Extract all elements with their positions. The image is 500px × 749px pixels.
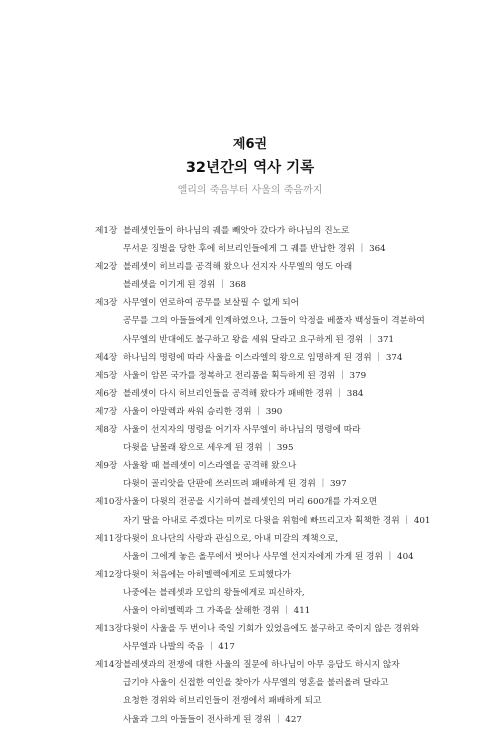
- toc-entry: [0, 349, 500, 367]
- toc-line: [0, 222, 500, 240]
- toc-line: [0, 385, 500, 403]
- page-title: 32년간의 역사 기록: [185, 160, 315, 176]
- chapter-number: 제6장: [95, 388, 118, 399]
- chapter-title-line: 사울이 선지자의 명령을 어기자 사무엘이 하나님의 명령에 따라: [123, 425, 361, 436]
- table-of-contents: [0, 222, 500, 729]
- toc-entry: [0, 530, 500, 566]
- volume-heading: 제6권: [232, 137, 268, 152]
- chapter-number: 제9장: [95, 461, 118, 472]
- chapter-number: 제2장: [95, 262, 118, 273]
- chapter-title-line: 나중에는 블레셋과 모압의 왕들에게로 피신하자,: [123, 587, 305, 598]
- chapter-number: 제1장: [95, 226, 118, 236]
- chapter-number: 제3장: [95, 298, 118, 309]
- toc-entry: [0, 493, 500, 529]
- chapter-title-line: 사무엘이 연로하여 공무를 보살필 수 없게 되어: [123, 298, 300, 309]
- chapter-title-line: 블레셋을 이기게 된 경위 ｜ 368: [123, 280, 246, 291]
- toc-line: [0, 475, 500, 493]
- toc-entry: [0, 656, 500, 728]
- toc-line: [0, 331, 500, 349]
- toc-entry: [0, 222, 500, 258]
- toc-line: [0, 439, 500, 457]
- chapter-number: 제14장: [95, 660, 123, 671]
- toc-entry: [0, 566, 500, 620]
- chapter-title-line: 공무를 그의 아들들에게 인계하였으나, 그들이 악정을 베풀자 백성들이 격분하여: [123, 316, 425, 327]
- chapter-title-line: 무서운 징벌을 당한 후에 히브리인들에게 그 궤를 반납한 경위 ｜ 364: [123, 244, 386, 255]
- chapter-title-line: 다윗이 처음에는 아히멜렉에게로 도피했다가: [123, 569, 291, 580]
- toc-line: [0, 457, 500, 475]
- toc-line: [0, 421, 500, 439]
- toc-line: [0, 638, 500, 656]
- chapter-number: 제10장: [95, 497, 123, 508]
- chapter-title-line: 블레셋과의 전쟁에 대한 사울의 질문에 하나님이 아무 응답도 하시지 않자: [123, 660, 400, 671]
- toc-line: [0, 548, 500, 566]
- chapter-number: 제8장: [95, 425, 118, 436]
- toc-line: [0, 711, 500, 729]
- chapter-title-line: 요청한 경위와 히브리인들이 전쟁에서 패배하게 되고: [123, 696, 322, 707]
- chapter-title-line: 다윗을 남몰래 왕으로 세우게 된 경위 ｜ 395: [123, 443, 294, 454]
- toc-line: [0, 294, 500, 312]
- toc-line: [0, 312, 500, 330]
- toc-entry: [0, 421, 500, 457]
- chapter-number: 제4장: [95, 352, 118, 363]
- toc-entry: [0, 294, 500, 348]
- chapter-title-line: 다윗이 사울을 두 번이나 죽일 기회가 있었음에도 불구하고 죽이지 않은 경위와: [123, 624, 420, 635]
- chapter-title-line: 자기 딸을 아내로 주겠다는 미끼로 다윗을 위험에 빠뜨리고자 획책한 경위 ｜ 401: [123, 515, 431, 526]
- chapter-title-line: 블레셋이 다시 히브리인들을 공격해 왔다가 패배한 경위 ｜ 384: [123, 388, 364, 399]
- toc-line: [0, 656, 500, 674]
- toc-line: [0, 367, 500, 385]
- toc-line: [0, 602, 500, 620]
- toc-line: [0, 276, 500, 294]
- chapter-title-line: 사무엘의 반대에도 불구하고 왕을 세워 달라고 요구하게 된 경위 ｜ 371: [123, 334, 395, 345]
- page-subtitle: 엘리의 죽음부터 사울의 죽음까지: [177, 185, 323, 196]
- toc-line: [0, 530, 500, 548]
- chapter-number: 제12장: [95, 569, 123, 580]
- chapter-title-line: 사울이 암몬 국가를 정복하고 전리품을 획득하게 된 경위 ｜ 379: [123, 370, 367, 381]
- chapter-title-line: 다윗이 요나단의 사랑과 관심으로, 아내 미갈의 계책으로,: [123, 533, 339, 544]
- toc-line: [0, 258, 500, 276]
- toc-line: [0, 512, 500, 530]
- toc-line: [0, 620, 500, 638]
- toc-entry: [0, 367, 500, 385]
- chapter-number: 제13장: [95, 624, 123, 635]
- chapter-title-line: 사울이 아말렉과 싸워 승리한 경위 ｜ 390: [123, 406, 283, 417]
- chapter-title-line: 블레셋인들이 하나님의 궤를 빼앗아 갔다가 하나님의 진노로: [123, 226, 350, 236]
- chapter-title-line: 하나님의 명령에 따라 사울을 이스라엘의 왕으로 임명하게 된 경위 ｜ 374: [123, 352, 403, 363]
- toc-line: [0, 674, 500, 692]
- toc-line: [0, 403, 500, 421]
- toc-entry: [0, 620, 500, 656]
- chapter-title-line: 사울이 그에게 놓은 올무에서 벗어나 사무엘 선지자에게 가게 된 경위 ｜ 404: [123, 551, 414, 562]
- chapter-title-line: 사울이 아히멜렉과 그 가족을 살해한 경위 ｜ 411: [123, 605, 311, 616]
- toc-line: [0, 493, 500, 511]
- chapter-title-line: 사울이 다윗의 전공을 시기하여 블레셋인의 머리 600개를 가져오면: [123, 497, 378, 508]
- toc-line: [0, 692, 500, 710]
- chapter-title-line: 사울왕 때 블레셋이 이스라엘을 공격해 왔으나: [123, 461, 297, 472]
- toc-line: [0, 240, 500, 258]
- toc-entry: [0, 403, 500, 421]
- chapter-title-line: 급기야 사울이 신접한 여인을 찾아가 사무엘의 영혼을 불러올려 달라고: [123, 678, 389, 689]
- toc-line: [0, 349, 500, 367]
- chapter-title-line: 블레셋이 히브리를 공격해 왔으나 선지자 사무엘의 영도 아래: [123, 262, 353, 273]
- chapter-title-line: 사무엘과 나발의 죽음 ｜ 417: [123, 642, 235, 653]
- toc-entry: [0, 258, 500, 294]
- chapter-number: 제7장: [95, 406, 118, 417]
- toc-line: [0, 566, 500, 584]
- chapter-number: 제11장: [95, 533, 123, 544]
- toc-entry: [0, 457, 500, 493]
- toc-line: [0, 584, 500, 602]
- chapter-title-line: 다윗이 골리앗을 단판에 쓰러뜨려 패배하게 된 경위 ｜ 397: [123, 479, 347, 490]
- toc-entry: [0, 385, 500, 403]
- chapter-number: 제5장: [95, 370, 118, 381]
- chapter-title-line: 사울과 그의 아들들이 전사하게 된 경위 ｜ 427: [123, 714, 302, 725]
